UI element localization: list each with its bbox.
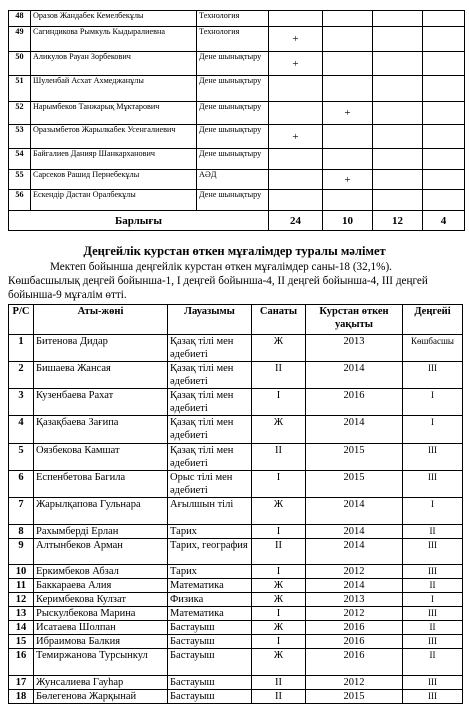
teacher-name: Битенова Дидар (34, 335, 168, 362)
course-year: 2013 (306, 335, 403, 362)
course-year: 2012 (306, 676, 403, 690)
header-year: Курстан өткен уақыты (306, 305, 403, 335)
subject: АӘД (197, 170, 269, 190)
top-table-row (9, 27, 465, 52)
category: I (252, 525, 306, 539)
course-year: 2016 (306, 621, 403, 635)
top-table-body (9, 11, 465, 231)
mark-4 (423, 11, 465, 27)
position: Қазақ тілі мен әдебиеті (168, 335, 252, 362)
level: III (403, 635, 463, 649)
level: I (403, 498, 463, 525)
row-number: 49 (9, 27, 31, 52)
mark-1: + (269, 125, 323, 149)
teacher-name: Қазақбаева Зағипа (34, 416, 168, 444)
section-title: Деңгейлік курстан өткен мұғалімдер туралы мәлімет (83, 244, 386, 258)
top-table (8, 10, 465, 231)
teacher-name: Бөлегенова Жарқынай (34, 690, 168, 704)
row-number: 12 (9, 593, 34, 607)
level: II (403, 621, 463, 635)
row-number: 5 (9, 444, 34, 471)
teacher-name: Нарымбеков Танжарық Мұктарович (31, 102, 197, 125)
top-table-row (9, 149, 465, 170)
position: Ағылшын тілі (168, 498, 252, 525)
mark-1 (269, 11, 323, 27)
total-label: Барлығы (9, 211, 269, 231)
teacher-name: Ибраимова Балкия (34, 635, 168, 649)
position: Математика (168, 579, 252, 593)
teacher-row (9, 362, 463, 389)
teacher-name: Жунсалиева Гауһар (34, 676, 168, 690)
row-number: 17 (9, 676, 34, 690)
course-year: 2014 (306, 525, 403, 539)
row-number: 55 (9, 170, 31, 190)
category: Ж (252, 498, 306, 525)
teacher-name: Бишаева Жансая (34, 362, 168, 389)
row-number: 9 (9, 539, 34, 565)
teacher-name: Еспенбетова Багила (34, 471, 168, 498)
course-year: 2016 (306, 635, 403, 649)
level: I (403, 593, 463, 607)
level: I (403, 416, 463, 444)
teacher-row (9, 525, 463, 539)
teacher-name: Алтынбеков Арман (34, 539, 168, 565)
row-number: 8 (9, 525, 34, 539)
top-table-row (9, 52, 465, 76)
teachers-table-body (9, 335, 463, 704)
category: Ж (252, 649, 306, 676)
category: II (252, 676, 306, 690)
row-number: 4 (9, 416, 34, 444)
category: I (252, 471, 306, 498)
position: Орыс тілі мен әдебиеті (168, 471, 252, 498)
level: II (403, 649, 463, 676)
summary-text: Мектеп бойынша деңгейлік курстан өткен мұғалімдер саны-18 (32,1%). Көшбасшылық деңгей бойынша-1, I деңгей бойынша-4, II деңгей бойынша-4, III деңгей бойынша-9 мұғалім өтті. (8, 261, 428, 301)
subject: Дене шынықтыру (197, 52, 269, 76)
mark-4 (423, 76, 465, 102)
category: Ж (252, 335, 306, 362)
mark-3 (373, 102, 423, 125)
teacher-name: Оязбекова Камшат (34, 444, 168, 471)
course-year: 2016 (306, 649, 403, 676)
header-level: Деңгейі (403, 305, 463, 335)
teacher-row (9, 416, 463, 444)
level: III (403, 362, 463, 389)
subject: Дене шынықтыру (197, 76, 269, 102)
row-number: 14 (9, 621, 34, 635)
teacher-row (9, 565, 463, 579)
teacher-name: Баккараева Алия (34, 579, 168, 593)
subject: Дене шынықтыру (197, 149, 269, 170)
level: III (403, 444, 463, 471)
mark-3 (373, 125, 423, 149)
top-table-row (9, 170, 465, 190)
teacher-row (9, 635, 463, 649)
position: Бастауыш (168, 690, 252, 704)
top-table-row (9, 11, 465, 27)
level: II (403, 579, 463, 593)
teacher-name: Ескендір Дастан Оралбекұлы (31, 190, 197, 211)
teacher-name: Рыскулбекова Марина (34, 607, 168, 621)
teacher-row (9, 335, 463, 362)
top-table-row (9, 102, 465, 125)
mark-2: + (323, 170, 373, 190)
row-number: 10 (9, 565, 34, 579)
subject: Технология (197, 27, 269, 52)
category: Ж (252, 621, 306, 635)
mark-3 (373, 11, 423, 27)
mark-4 (423, 170, 465, 190)
teacher-row (9, 389, 463, 416)
mark-3 (373, 76, 423, 102)
total-3: 12 (373, 211, 423, 231)
mark-1 (269, 170, 323, 190)
teacher-row (9, 607, 463, 621)
mark-1: + (269, 27, 323, 52)
teacher-name: Исатаева Шолпан (34, 621, 168, 635)
mark-3 (373, 52, 423, 76)
row-number: 13 (9, 607, 34, 621)
course-year: 2014 (306, 362, 403, 389)
position: Бастауыш (168, 621, 252, 635)
teacher-row (9, 593, 463, 607)
mark-2 (323, 76, 373, 102)
subject: Дене шынықтыру (197, 190, 269, 211)
course-year: 2014 (306, 539, 403, 565)
mark-1: + (269, 52, 323, 76)
teacher-row (9, 471, 463, 498)
teacher-name: Темиржанова Турсынкул (34, 649, 168, 676)
teacher-row (9, 444, 463, 471)
mark-4 (423, 125, 465, 149)
teachers-table (8, 304, 463, 704)
category: Ж (252, 416, 306, 444)
row-number: 53 (9, 125, 31, 149)
level: I (403, 389, 463, 416)
category: II (252, 444, 306, 471)
course-year: 2015 (306, 690, 403, 704)
position: Тарих (168, 565, 252, 579)
position: Бастауыш (168, 649, 252, 676)
header-category: Санаты (252, 305, 306, 335)
teacher-name: Оразов Жандабек Кемелбекұлы (31, 11, 197, 27)
mark-1 (269, 76, 323, 102)
course-year: 2015 (306, 444, 403, 471)
category: Ж (252, 579, 306, 593)
subject: Технология (197, 11, 269, 27)
position: Бастауыш (168, 676, 252, 690)
row-number: 11 (9, 579, 34, 593)
teacher-name: Байгалиев Данияр Шанкарханович (31, 149, 197, 170)
total-1: 24 (269, 211, 323, 231)
row-number: 2 (9, 362, 34, 389)
position: Математика (168, 607, 252, 621)
row-number: 48 (9, 11, 31, 27)
header-position: Лауазымы (168, 305, 252, 335)
teacher-row (9, 498, 463, 525)
mark-4 (423, 102, 465, 125)
top-table-total-row (9, 211, 465, 231)
level: III (403, 471, 463, 498)
top-table-row (9, 125, 465, 149)
teacher-name: Сарсеков Рашид Пернебекұлы (31, 170, 197, 190)
teacher-row (9, 649, 463, 676)
level: III (403, 607, 463, 621)
total-2: 10 (323, 211, 373, 231)
row-number: 16 (9, 649, 34, 676)
teacher-row (9, 676, 463, 690)
mark-3 (373, 149, 423, 170)
category: I (252, 389, 306, 416)
course-year: 2014 (306, 579, 403, 593)
course-year: 2016 (306, 389, 403, 416)
position: Қазақ тілі мен әдебиеті (168, 362, 252, 389)
top-table-row (9, 190, 465, 211)
level: III (403, 690, 463, 704)
total-4: 4 (423, 211, 465, 231)
mark-2: + (323, 102, 373, 125)
mark-1 (269, 102, 323, 125)
mark-1 (269, 190, 323, 211)
teacher-row (9, 690, 463, 704)
teacher-name: Шуленбай Асхат Ахмеджанұлы (31, 76, 197, 102)
teacher-name: Жарылқапова Гульнара (34, 498, 168, 525)
category: II (252, 539, 306, 565)
header-name: Аты-жөні (34, 305, 168, 335)
subject: Дене шынықтыру (197, 125, 269, 149)
row-number: 50 (9, 52, 31, 76)
mark-4 (423, 149, 465, 170)
level: III (403, 676, 463, 690)
mark-2 (323, 190, 373, 211)
teacher-name: Сагиндикова Рымкуль Кыдыралиевна (31, 27, 197, 52)
course-year: 2012 (306, 607, 403, 621)
row-number: 18 (9, 690, 34, 704)
position: Тарих (168, 525, 252, 539)
mark-4 (423, 27, 465, 52)
mark-2 (323, 27, 373, 52)
row-number: 6 (9, 471, 34, 498)
position: Тарих, география (168, 539, 252, 565)
level: Көшбасшы (403, 335, 463, 362)
category: II (252, 690, 306, 704)
teacher-name: Аликулов Рауан Зорбекович (31, 52, 197, 76)
teacher-row (9, 579, 463, 593)
subject: Дене шынықтыру (197, 102, 269, 125)
category: Ж (252, 593, 306, 607)
row-number: 1 (9, 335, 34, 362)
row-number: 15 (9, 635, 34, 649)
position: Қазақ тілі мен әдебиеті (168, 416, 252, 444)
course-year: 2015 (306, 471, 403, 498)
teacher-name: Рахымберді Ерлан (34, 525, 168, 539)
mark-4 (423, 190, 465, 211)
mark-3 (373, 190, 423, 211)
level: III (403, 539, 463, 565)
category: I (252, 565, 306, 579)
row-number: 52 (9, 102, 31, 125)
mark-2 (323, 52, 373, 76)
category: II (252, 362, 306, 389)
row-number: 3 (9, 389, 34, 416)
course-year: 2012 (306, 565, 403, 579)
teacher-name: Керимбекова Кулзат (34, 593, 168, 607)
row-number: 54 (9, 149, 31, 170)
position: Физика (168, 593, 252, 607)
course-year: 2014 (306, 416, 403, 444)
position: Қазақ тілі мен әдебиеті (168, 389, 252, 416)
teacher-name: Еркимбеков Абзал (34, 565, 168, 579)
mark-3 (373, 170, 423, 190)
summary-paragraph (8, 260, 464, 302)
level: II (403, 525, 463, 539)
teacher-row (9, 539, 463, 565)
mark-1 (269, 149, 323, 170)
position: Бастауыш (168, 635, 252, 649)
category: I (252, 607, 306, 621)
row-number: 56 (9, 190, 31, 211)
mark-2 (323, 125, 373, 149)
row-number: 7 (9, 498, 34, 525)
teacher-row (9, 621, 463, 635)
teachers-table-header (9, 305, 463, 335)
level: III (403, 565, 463, 579)
mark-2 (323, 11, 373, 27)
category: I (252, 635, 306, 649)
row-number: 51 (9, 76, 31, 102)
header-no: Р/С (9, 305, 34, 335)
course-year: 2013 (306, 593, 403, 607)
teacher-name: Оразымбетов Жарылкабек Усенгалиевич (31, 125, 197, 149)
position: Қазақ тілі мен әдебиеті (168, 444, 252, 471)
mark-2 (323, 149, 373, 170)
course-year: 2014 (306, 498, 403, 525)
teacher-name: Кузенбаева Рахат (34, 389, 168, 416)
mark-3 (373, 27, 423, 52)
top-table-row (9, 76, 465, 102)
mark-4 (423, 52, 465, 76)
